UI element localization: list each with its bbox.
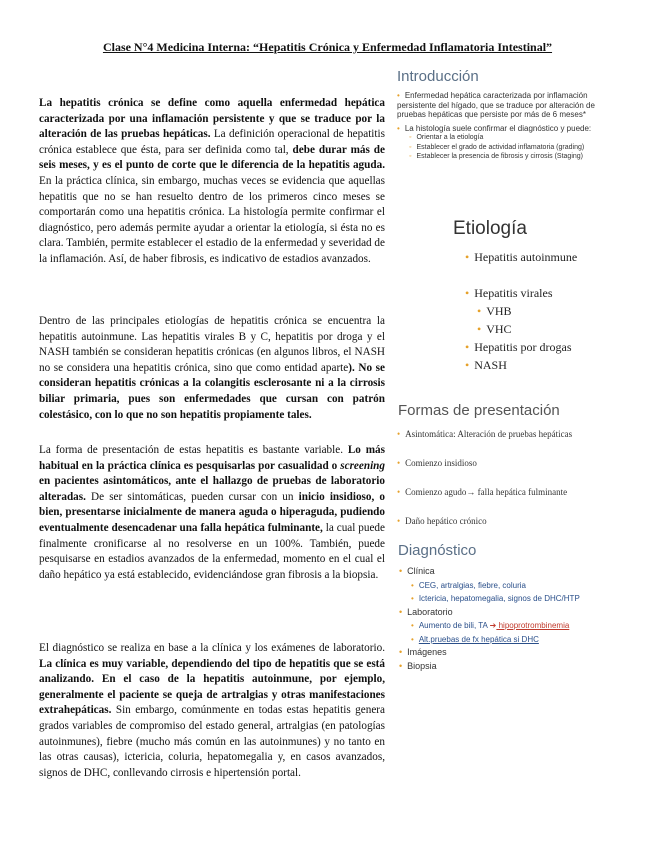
slide-formas-heading: Formas de presentación xyxy=(398,402,560,419)
bullet-icon: • xyxy=(397,123,400,133)
bullet-icon: • xyxy=(465,286,470,300)
bullet-icon: ◦ xyxy=(409,134,412,141)
etio-subitem: • VHB xyxy=(477,304,512,318)
intro-subitem: ◦ Establecer la presencia de fibrosis y cirrosis (Staging) xyxy=(409,153,583,160)
diagnostico-text-b: Sin embargo, comúnmente en todas estas hepatitis genera grados variables de compromiso del estado general, artralgias (en patologías autoinmunes), fiebre (mucho más común en las autoinmunes) y no tanto en las otras causas), ictericia, coluria, hepatomegalia y, en casos avanzados, signos de DHC, conllevando cirrosis e hipertensión portal. xyxy=(39,704,385,779)
etio-item: • Hepatitis virales xyxy=(465,286,553,300)
bullet-icon: • xyxy=(465,250,470,264)
bullet-icon: • xyxy=(465,340,470,354)
six-months-bold: debe durar más de seis meses, y es el punto de corte que le diferencia de la hepatitis aguda. xyxy=(39,143,385,172)
bullet-icon: • xyxy=(399,647,403,657)
intro-subitem: ◦ Orientar a la etiología xyxy=(409,134,484,141)
diag-subitem: • Aumento de bili, TA ➔ hipoprotrombinemia xyxy=(411,621,570,630)
definition-text-continued: En la práctica clínica, sin embargo, muchas veces se evidencia que aquellas hepatitis que no se han resuelto dentro de los primeros cinco meses se comportarán como una hepatitis crónica. La histología permite confirmar el diagnóstico, pero además permite ayudar a orientar la etiología, si ésta no es clara. También, permite establecer el estadio de la enfermedad y severidad de la inflamación. Así, de haber fibrosis, es indicativo de estadios avanzados. xyxy=(39,174,385,265)
diag-item: • Laboratorio xyxy=(399,606,453,617)
slide-etiologia-heading: Etiología xyxy=(453,218,527,239)
definition-text: La definición operacional de hepatitis crónica establece que ésta, para ser definida como tal, xyxy=(39,128,385,156)
diag-item: • Biopsia xyxy=(399,660,437,671)
bullet-icon: • xyxy=(397,516,401,526)
etiologia-text: Dentro de las principales etiologías de hepatitis crónica se encuentra la hepatitis autoinmune. Las hepatitis virales B y C, hepatitis por droga y el NASH también se consideran hepatitis crónicas (en algunos libros, el NASH no se considera una hepatitis crónica, sino que como entidad aparte xyxy=(39,315,385,374)
paragraph-definition-a xyxy=(39,96,385,268)
etio-item: • NASH xyxy=(465,358,507,372)
page-title: Clase N°4 Medicina Interna: “Hepatitis Crónica y Enfermedad Inflamatoria Intestinal” xyxy=(102,40,553,54)
paragraph-diagnostico xyxy=(39,641,385,781)
bullet-icon: • xyxy=(399,660,403,671)
bullet-icon: • xyxy=(397,487,401,497)
bullet-icon: ◦ xyxy=(409,143,412,151)
diagnostico-text: El diagnóstico se realiza en base a la clínica y los exámenes de laboratorio. xyxy=(39,642,385,654)
bullet-icon: • xyxy=(411,621,414,630)
presentacion-text-c: la cual puede finalmente cronificarse al no resolverse en un 100%. También, puede pesquisarse en estadios avanzados de la enfermedad, momento en el cual el daño hepático ya está establecido, evidenciándose gran fibrosis a la biopsia. xyxy=(39,521,385,581)
slide-introduccion-heading: Introducción xyxy=(397,68,479,85)
paragraph-etiologia xyxy=(39,314,385,423)
etio-item: • Hepatitis autoinmune xyxy=(465,250,578,264)
bullet-icon: • xyxy=(477,304,482,318)
etio-item: • Hepatitis por drogas xyxy=(465,340,572,354)
bullet-icon: • xyxy=(397,458,401,468)
bullet-icon: • xyxy=(411,594,414,603)
diag-subitem: • Alt.pruebas de fx hepática si DHC xyxy=(411,634,539,644)
slide-formas xyxy=(393,400,625,542)
slide-etiologia xyxy=(447,216,623,390)
diag-item: • Imágenes xyxy=(399,647,447,657)
formas-item: • Comienzo agudo→ falla hepática fulminante xyxy=(397,487,568,497)
formas-item: • Asintomática: Alteración de pruebas hepáticas xyxy=(397,429,573,439)
bullet-icon: • xyxy=(411,634,414,644)
slide-diagnostico-heading: Diagnóstico xyxy=(398,542,477,559)
bullet-icon: • xyxy=(397,429,401,439)
bullet-icon: ◦ xyxy=(409,153,412,160)
presentacion-text-b: De ser sintomáticas, pueden cursar con un xyxy=(85,490,299,503)
presentacion-text: La forma de presentación de estas hepatitis es bastante variable. xyxy=(39,444,348,456)
presentacion-bold-a: Lo más habitual en la práctica clínica es pesquisarlas por casualidad o screening en pacientes asintomáticos, ante el hallazgo de pruebas de laboratorio alteradas. xyxy=(39,444,385,503)
arrow-right-icon: ➔ xyxy=(489,621,497,630)
definition-bold: La hepatitis crónica se define como aquella enfermedad hepática caracterizada por una inflamación persistente y que se traduce por la alteración de las pruebas hepáticas. xyxy=(39,97,385,141)
diagnostico-bold: La clínica es muy variable, dependiendo del tipo de hepatitis que se está analizando. En el caso de la hepatitis autoinmune, por ejemplo, generalmente el paciente se queja de artralgias y otras manifestaciones extrahepáticas. xyxy=(39,657,385,717)
bullet-icon: • xyxy=(477,322,482,336)
bullet-icon: • xyxy=(411,580,414,590)
bullet-icon: • xyxy=(465,358,470,372)
diag-subitem: • CEG, artralgias, fiebre, coluria xyxy=(411,580,526,590)
intro-item: • La histología suele confirmar el diagnóstico y puede: xyxy=(397,123,592,133)
etio-subitem: • VHC xyxy=(477,322,512,336)
diag-subitem: • Ictericia, hepatomegalia, signos de DHC/HTP xyxy=(411,594,580,603)
bullet-icon: • xyxy=(399,566,403,576)
presentacion-bold-b: inicio insidioso, o bien, presentarse inicialmente de manera aguda o hiperaguda, pudiendo eventualmente desencadenar una falla hepática fulminante, xyxy=(39,490,385,534)
etiologia-bold: ). No se consideran hepatitis crónicas a la colangitis esclerosante ni a la cirrosis biliar primaria, pues son enfermedades que cursan con patrón colestásico, con lo que no son hepatitis propiamente tales. xyxy=(39,361,386,421)
intro-item: • Enfermedad hepática caracterizada por inflamación persistente del hígado, que se traduce por alteración de pruebas hepáticas que persiste por más de 6 meses* xyxy=(397,91,595,119)
diag-item: • Clínica xyxy=(399,566,435,576)
bullet-icon: • xyxy=(399,606,403,617)
formas-item: • Comienzo insidioso xyxy=(397,458,477,468)
formas-item: • Daño hepático crónico xyxy=(397,516,487,526)
slide-diagnostico xyxy=(393,542,625,692)
intro-subitem: ◦ Establecer el grado de actividad inflamatoria (grading) xyxy=(409,143,585,151)
bullet-icon: • xyxy=(397,91,400,100)
paragraph-presentacion xyxy=(39,443,385,583)
slide-introduccion xyxy=(393,66,621,214)
